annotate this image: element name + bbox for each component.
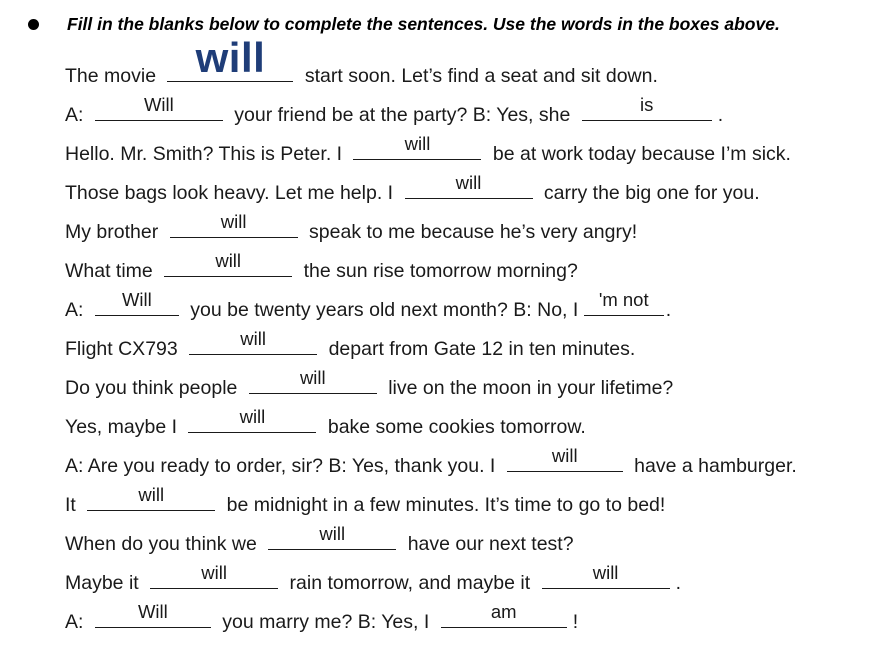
sentence-text: carry the big one for you.	[538, 182, 760, 204]
sentence-text: be midnight in a few minutes. It’s time to go to bed!	[221, 494, 666, 516]
sentence-text: Maybe it	[65, 572, 145, 594]
answer-text: Will	[137, 600, 168, 622]
sentence-text: !	[572, 611, 579, 633]
sentence-text: Those bags look heavy. Let me help. I	[65, 182, 399, 204]
sentence-text: Hello. Mr. Smith? This is Peter. I	[65, 143, 348, 165]
sentence	[65, 522, 574, 556]
sentence-text: depart from Gate 12 in ten minutes.	[323, 338, 636, 360]
sentence	[65, 444, 797, 478]
answer-text: will	[551, 444, 578, 466]
answer-blank[interactable]	[441, 600, 567, 628]
answer-text: will	[240, 327, 266, 349]
sentence-text: My brother	[65, 221, 164, 243]
sentence-text: The movie	[65, 65, 162, 87]
answer-blank[interactable]	[542, 561, 670, 589]
sentence-text: A:	[65, 104, 89, 126]
answer-blank[interactable]	[150, 561, 278, 589]
sentence-text: the sun rise tomorrow morning?	[298, 260, 578, 282]
sentence	[65, 561, 681, 595]
sentence	[65, 327, 636, 361]
sentence-text: Flight CX793	[65, 338, 184, 360]
answer-blank[interactable]	[582, 93, 712, 121]
answer-blank[interactable]	[95, 288, 179, 316]
sentence-text: .	[675, 572, 681, 594]
answer-blank[interactable]	[164, 249, 292, 277]
answer-text: will	[592, 561, 619, 583]
answer-text: Will	[121, 288, 152, 310]
answer-text: Will	[143, 93, 174, 115]
answer-text: will	[455, 171, 482, 193]
sentence	[65, 132, 791, 166]
answer-text: will	[404, 132, 431, 154]
answer-text: am	[490, 600, 517, 622]
sentence	[65, 93, 724, 127]
sentence-text: .	[717, 104, 724, 126]
sentence-text: have our next test?	[402, 533, 574, 555]
sentence-text: you marry me? B: Yes, I	[216, 611, 435, 633]
sentence-text: .	[665, 299, 672, 321]
answer-text: will	[201, 561, 227, 583]
answer-blank[interactable]	[507, 444, 623, 472]
sentence	[65, 366, 674, 400]
sentence-text: your friend be at the party? B: Yes, she	[228, 104, 576, 126]
sentence-text: be at work today because I’m sick.	[487, 143, 791, 165]
sentence	[65, 171, 760, 205]
answer-text: will	[195, 34, 266, 81]
sentence-text: Yes, maybe I	[65, 416, 183, 438]
sentence-text: rain tomorrow, and maybe it	[284, 572, 536, 594]
sentence-text: What time	[65, 260, 159, 282]
sentence	[65, 210, 638, 244]
sentence	[65, 600, 579, 634]
answer-blank[interactable]	[189, 327, 317, 355]
sentence-text: you be twenty years old next month? B: No, I	[184, 299, 584, 321]
answer-blank[interactable]	[87, 483, 215, 511]
instructions-line	[22, 12, 780, 36]
sentence-text: speak to me because he’s very angry!	[303, 221, 638, 243]
answer-text: will	[215, 249, 242, 271]
answer-blank[interactable]	[268, 522, 396, 550]
sentence-text: Do you think people	[65, 377, 243, 399]
sentence-text: When do you think we	[65, 533, 263, 555]
answer-blank[interactable]	[249, 366, 377, 394]
answer-blank[interactable]	[584, 288, 664, 316]
answer-blank[interactable]	[95, 93, 223, 121]
answer-text: will	[319, 522, 346, 544]
sentence-text: live on the moon in your lifetime?	[382, 377, 674, 399]
sentence	[65, 483, 666, 517]
sentence-text: It	[65, 494, 82, 516]
sentence	[65, 34, 658, 88]
sentence-text: A:	[65, 299, 89, 321]
answer-blank[interactable]	[405, 171, 533, 199]
instructions-text: Fill in the blanks below to complete the sentences. Use the words in the boxes above.	[67, 13, 780, 34]
sentence-text: A:	[65, 611, 89, 633]
answer-blank[interactable]	[170, 210, 298, 238]
answer-blank[interactable]	[188, 405, 316, 433]
bullet-icon	[28, 19, 39, 30]
answer-blank[interactable]	[353, 132, 481, 160]
answer-text: will	[138, 483, 165, 505]
sentence	[65, 288, 672, 322]
answer-text: will	[220, 210, 247, 232]
answer-text: is	[640, 93, 654, 115]
answer-text: 'm not	[598, 288, 649, 310]
sentence-text: bake some cookies tomorrow.	[322, 416, 586, 438]
sentence-text: start soon. Let’s find a seat and sit down.	[299, 65, 658, 87]
sentence-text: A: Are you ready to order, sir? B: Yes, thank you. I	[65, 455, 501, 477]
answer-blank[interactable]	[95, 600, 211, 628]
sentence-text: have a hamburger.	[628, 455, 797, 477]
answer-text: will	[299, 366, 326, 388]
sentence	[65, 249, 578, 283]
answer-text: will	[239, 405, 266, 427]
answer-blank[interactable]	[167, 34, 293, 82]
sentence	[65, 405, 586, 439]
